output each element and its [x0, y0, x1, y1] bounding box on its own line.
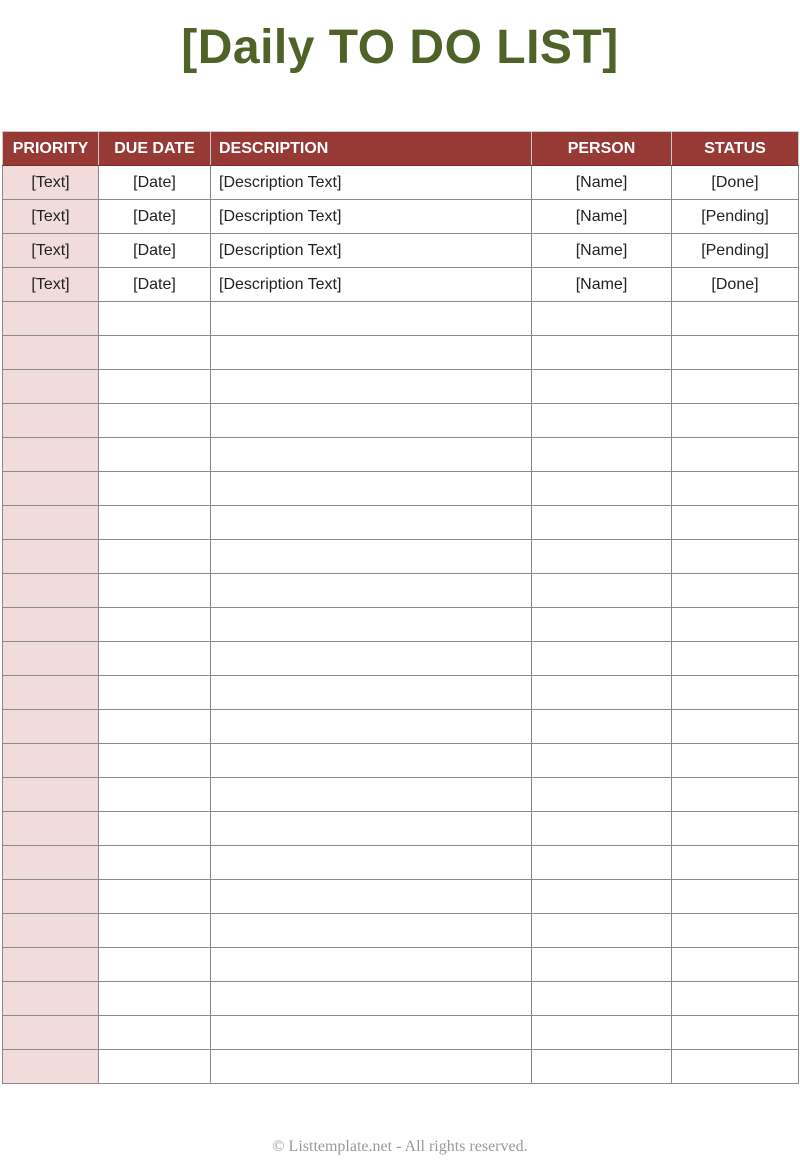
- table-row: [3, 880, 799, 914]
- cell-priority: [3, 1050, 99, 1084]
- cell-status: [672, 812, 799, 846]
- cell-description: [211, 302, 532, 336]
- cell-person: [532, 744, 672, 778]
- cell-priority: [3, 540, 99, 574]
- cell-due-date: [99, 1016, 211, 1050]
- cell-person: [532, 404, 672, 438]
- cell-description: [211, 506, 532, 540]
- cell-priority: [Text]: [3, 200, 99, 234]
- cell-priority: [3, 914, 99, 948]
- table-row: [3, 438, 799, 472]
- cell-due-date: [99, 336, 211, 370]
- cell-description: [211, 370, 532, 404]
- cell-due-date: [Date]: [99, 166, 211, 200]
- cell-priority: [3, 574, 99, 608]
- table-row: [3, 302, 799, 336]
- header-due-date: DUE DATE: [99, 132, 211, 166]
- table-row: [3, 982, 799, 1016]
- cell-person: [532, 472, 672, 506]
- cell-description: [Description Text]: [211, 268, 532, 302]
- table-row: [3, 166, 799, 200]
- cell-priority: [3, 472, 99, 506]
- cell-description: [211, 948, 532, 982]
- cell-status: [672, 710, 799, 744]
- cell-description: [Description Text]: [211, 166, 532, 200]
- cell-status: [Done]: [672, 166, 799, 200]
- cell-due-date: [99, 880, 211, 914]
- cell-due-date: [Date]: [99, 268, 211, 302]
- cell-due-date: [Date]: [99, 200, 211, 234]
- table-row: [3, 200, 799, 234]
- cell-due-date: [99, 710, 211, 744]
- cell-due-date: [99, 1050, 211, 1084]
- cell-priority: [3, 744, 99, 778]
- table-row: [3, 812, 799, 846]
- table-row: [3, 404, 799, 438]
- cell-person: [532, 1050, 672, 1084]
- cell-description: [211, 404, 532, 438]
- cell-status: [672, 982, 799, 1016]
- cell-due-date: [99, 540, 211, 574]
- cell-description: [211, 744, 532, 778]
- cell-status: [672, 1016, 799, 1050]
- cell-due-date: [99, 302, 211, 336]
- cell-person: [532, 710, 672, 744]
- cell-status: [672, 506, 799, 540]
- cell-person: [532, 642, 672, 676]
- cell-status: [672, 880, 799, 914]
- table-row: [3, 370, 799, 404]
- cell-priority: [3, 302, 99, 336]
- cell-priority: [3, 676, 99, 710]
- cell-status: [672, 914, 799, 948]
- cell-due-date: [99, 370, 211, 404]
- table-row: [3, 676, 799, 710]
- cell-person: [532, 880, 672, 914]
- cell-status: [672, 438, 799, 472]
- cell-due-date: [99, 778, 211, 812]
- cell-person: [532, 1016, 672, 1050]
- table-row: [3, 336, 799, 370]
- cell-status: [672, 302, 799, 336]
- cell-priority: [3, 1016, 99, 1050]
- cell-due-date: [99, 642, 211, 676]
- cell-description: [211, 710, 532, 744]
- cell-priority: [Text]: [3, 234, 99, 268]
- table-row: [3, 1016, 799, 1050]
- table-row: [3, 948, 799, 982]
- cell-priority: [3, 948, 99, 982]
- cell-due-date: [99, 574, 211, 608]
- header-description: DESCRIPTION: [211, 132, 532, 166]
- cell-person: [Name]: [532, 200, 672, 234]
- table-row: [3, 914, 799, 948]
- table-row: [3, 642, 799, 676]
- cell-person: [532, 914, 672, 948]
- cell-status: [672, 948, 799, 982]
- table-header-row: [3, 132, 799, 166]
- cell-status: [672, 336, 799, 370]
- cell-priority: [3, 404, 99, 438]
- cell-person: [532, 676, 672, 710]
- cell-status: [672, 472, 799, 506]
- cell-person: [532, 370, 672, 404]
- cell-description: [Description Text]: [211, 200, 532, 234]
- cell-person: [532, 302, 672, 336]
- table-row: [3, 472, 799, 506]
- cell-due-date: [99, 948, 211, 982]
- cell-description: [211, 1016, 532, 1050]
- cell-due-date: [99, 812, 211, 846]
- cell-description: [Description Text]: [211, 234, 532, 268]
- table-row: [3, 506, 799, 540]
- cell-due-date: [99, 472, 211, 506]
- cell-person: [532, 336, 672, 370]
- cell-description: [211, 880, 532, 914]
- cell-description: [211, 574, 532, 608]
- cell-priority: [3, 778, 99, 812]
- cell-priority: [Text]: [3, 268, 99, 302]
- cell-description: [211, 1050, 532, 1084]
- table-row: [3, 778, 799, 812]
- cell-person: [532, 846, 672, 880]
- cell-description: [211, 472, 532, 506]
- cell-due-date: [99, 676, 211, 710]
- cell-description: [211, 914, 532, 948]
- table-row: [3, 1050, 799, 1084]
- cell-description: [211, 812, 532, 846]
- cell-person: [532, 438, 672, 472]
- cell-due-date: [99, 914, 211, 948]
- cell-description: [211, 846, 532, 880]
- cell-status: [672, 676, 799, 710]
- table-row: [3, 710, 799, 744]
- cell-description: [211, 642, 532, 676]
- cell-status: [672, 608, 799, 642]
- cell-person: [532, 778, 672, 812]
- copyright-footer: © Listtemplate.net - All rights reserved.: [272, 1138, 528, 1155]
- header-priority: PRIORITY: [3, 132, 99, 166]
- cell-priority: [3, 982, 99, 1016]
- table-body: [3, 166, 799, 1084]
- cell-person: [532, 812, 672, 846]
- cell-priority: [3, 438, 99, 472]
- cell-person: [532, 948, 672, 982]
- cell-priority: [3, 608, 99, 642]
- cell-description: [211, 336, 532, 370]
- table-row: [3, 608, 799, 642]
- table-row: [3, 234, 799, 268]
- cell-description: [211, 778, 532, 812]
- cell-priority: [3, 812, 99, 846]
- cell-priority: [3, 370, 99, 404]
- page-title: [Daily TO DO LIST]: [181, 21, 619, 74]
- header-person: PERSON: [532, 132, 672, 166]
- cell-person: [Name]: [532, 268, 672, 302]
- cell-due-date: [99, 982, 211, 1016]
- header-status: STATUS: [672, 132, 799, 166]
- table-row: [3, 268, 799, 302]
- cell-priority: [Text]: [3, 166, 99, 200]
- cell-status: [672, 778, 799, 812]
- cell-due-date: [99, 438, 211, 472]
- cell-due-date: [99, 608, 211, 642]
- cell-person: [532, 506, 672, 540]
- cell-status: [Pending]: [672, 200, 799, 234]
- table-row: [3, 540, 799, 574]
- cell-due-date: [Date]: [99, 234, 211, 268]
- cell-due-date: [99, 404, 211, 438]
- cell-due-date: [99, 846, 211, 880]
- cell-priority: [3, 506, 99, 540]
- cell-priority: [3, 880, 99, 914]
- cell-priority: [3, 336, 99, 370]
- cell-priority: [3, 642, 99, 676]
- cell-status: [672, 642, 799, 676]
- cell-due-date: [99, 506, 211, 540]
- cell-person: [Name]: [532, 166, 672, 200]
- cell-priority: [3, 846, 99, 880]
- cell-status: [672, 744, 799, 778]
- cell-status: [672, 540, 799, 574]
- cell-description: [211, 982, 532, 1016]
- cell-person: [Name]: [532, 234, 672, 268]
- cell-status: [672, 1050, 799, 1084]
- cell-description: [211, 676, 532, 710]
- table-row: [3, 744, 799, 778]
- table-row: [3, 574, 799, 608]
- cell-description: [211, 540, 532, 574]
- cell-description: [211, 438, 532, 472]
- cell-person: [532, 574, 672, 608]
- cell-person: [532, 540, 672, 574]
- cell-person: [532, 608, 672, 642]
- cell-status: [672, 404, 799, 438]
- cell-status: [Done]: [672, 268, 799, 302]
- cell-description: [211, 608, 532, 642]
- table-row: [3, 846, 799, 880]
- todo-table: [2, 131, 799, 1084]
- cell-status: [672, 574, 799, 608]
- cell-status: [672, 370, 799, 404]
- cell-person: [532, 982, 672, 1016]
- cell-status: [Pending]: [672, 234, 799, 268]
- cell-status: [672, 846, 799, 880]
- cell-due-date: [99, 744, 211, 778]
- cell-priority: [3, 710, 99, 744]
